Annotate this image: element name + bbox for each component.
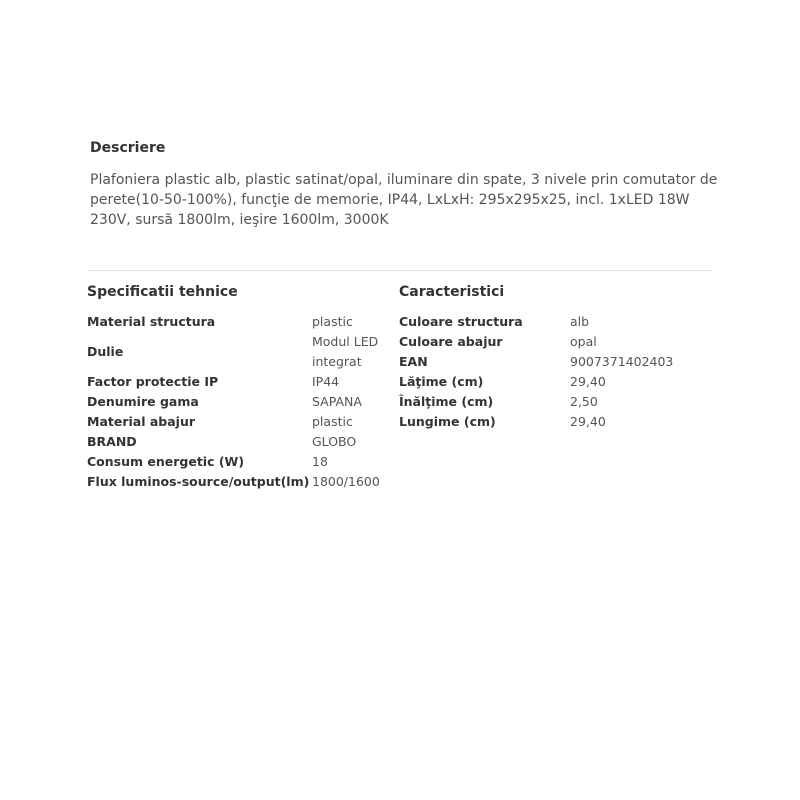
- characteristic-value: 9007371402403: [570, 354, 674, 369]
- table-row: [87, 332, 387, 372]
- spec-value: IP44: [312, 374, 340, 389]
- table-row: [87, 472, 387, 492]
- table-row: [87, 412, 387, 432]
- spec-label: BRAND: [87, 434, 137, 449]
- spec-label: Dulie: [87, 344, 124, 359]
- spec-label: Denumire gama: [87, 394, 199, 409]
- characteristic-value: 29,40: [570, 374, 606, 389]
- characteristic-label: Culoare structura: [399, 314, 523, 329]
- table-row: [399, 412, 673, 432]
- table-row: [87, 432, 387, 452]
- spec-value: GLOBO: [312, 434, 357, 449]
- description-text: Plafoniera plastic alb, plastic satinat/opal, iluminare din spate, 3 nivele prin comutator de perete(10-50-100%), funcţie de memorie, IP44, LxLxH: 295x295x25, incl. 1xLED 18W 230V, sursă 1800lm, ieşire 1600lm, 3000K: [90, 172, 718, 228]
- table-row: [399, 392, 673, 412]
- specs-table: [87, 312, 387, 492]
- characteristics-table: [399, 312, 673, 432]
- characteristics-title: Caracteristici: [399, 284, 505, 300]
- characteristic-value: alb: [570, 314, 590, 329]
- table-row: [399, 332, 673, 352]
- table-row: [399, 352, 673, 372]
- table-row: [399, 372, 673, 392]
- spec-label: Material structura: [87, 314, 216, 329]
- spec-label: Material abajur: [87, 414, 196, 429]
- spec-value: 18: [312, 454, 328, 469]
- spec-value: SAPANA: [312, 394, 362, 409]
- characteristic-label: Lăţime (cm): [399, 374, 484, 389]
- characteristic-value: 2,50: [570, 394, 598, 409]
- description-title: Descriere: [90, 140, 166, 156]
- spec-value: plastic: [312, 314, 353, 329]
- spec-label: Consum energetic (W): [87, 454, 245, 469]
- table-row: [87, 452, 387, 472]
- spec-value: plastic: [312, 414, 353, 429]
- table-row: [87, 392, 387, 412]
- table-row: [87, 372, 387, 392]
- characteristic-label: Culoare abajur: [399, 334, 503, 349]
- characteristic-value: 29,40: [570, 414, 606, 429]
- characteristic-label: Lungime (cm): [399, 414, 496, 429]
- spec-label: Flux luminos-source/output(lm): [87, 474, 310, 489]
- spec-value: 1800/1600: [312, 474, 380, 489]
- characteristic-label: Înălţime (cm): [399, 394, 494, 409]
- characteristic-label: EAN: [399, 354, 428, 369]
- table-row: [87, 312, 387, 332]
- table-row: [399, 312, 673, 332]
- specs-title: Specificatii tehnice: [87, 284, 238, 300]
- section-divider: [87, 270, 712, 271]
- spec-value: Modul LED integrat: [312, 334, 379, 369]
- characteristic-value: opal: [570, 334, 597, 349]
- spec-label: Factor protectie IP: [87, 374, 219, 389]
